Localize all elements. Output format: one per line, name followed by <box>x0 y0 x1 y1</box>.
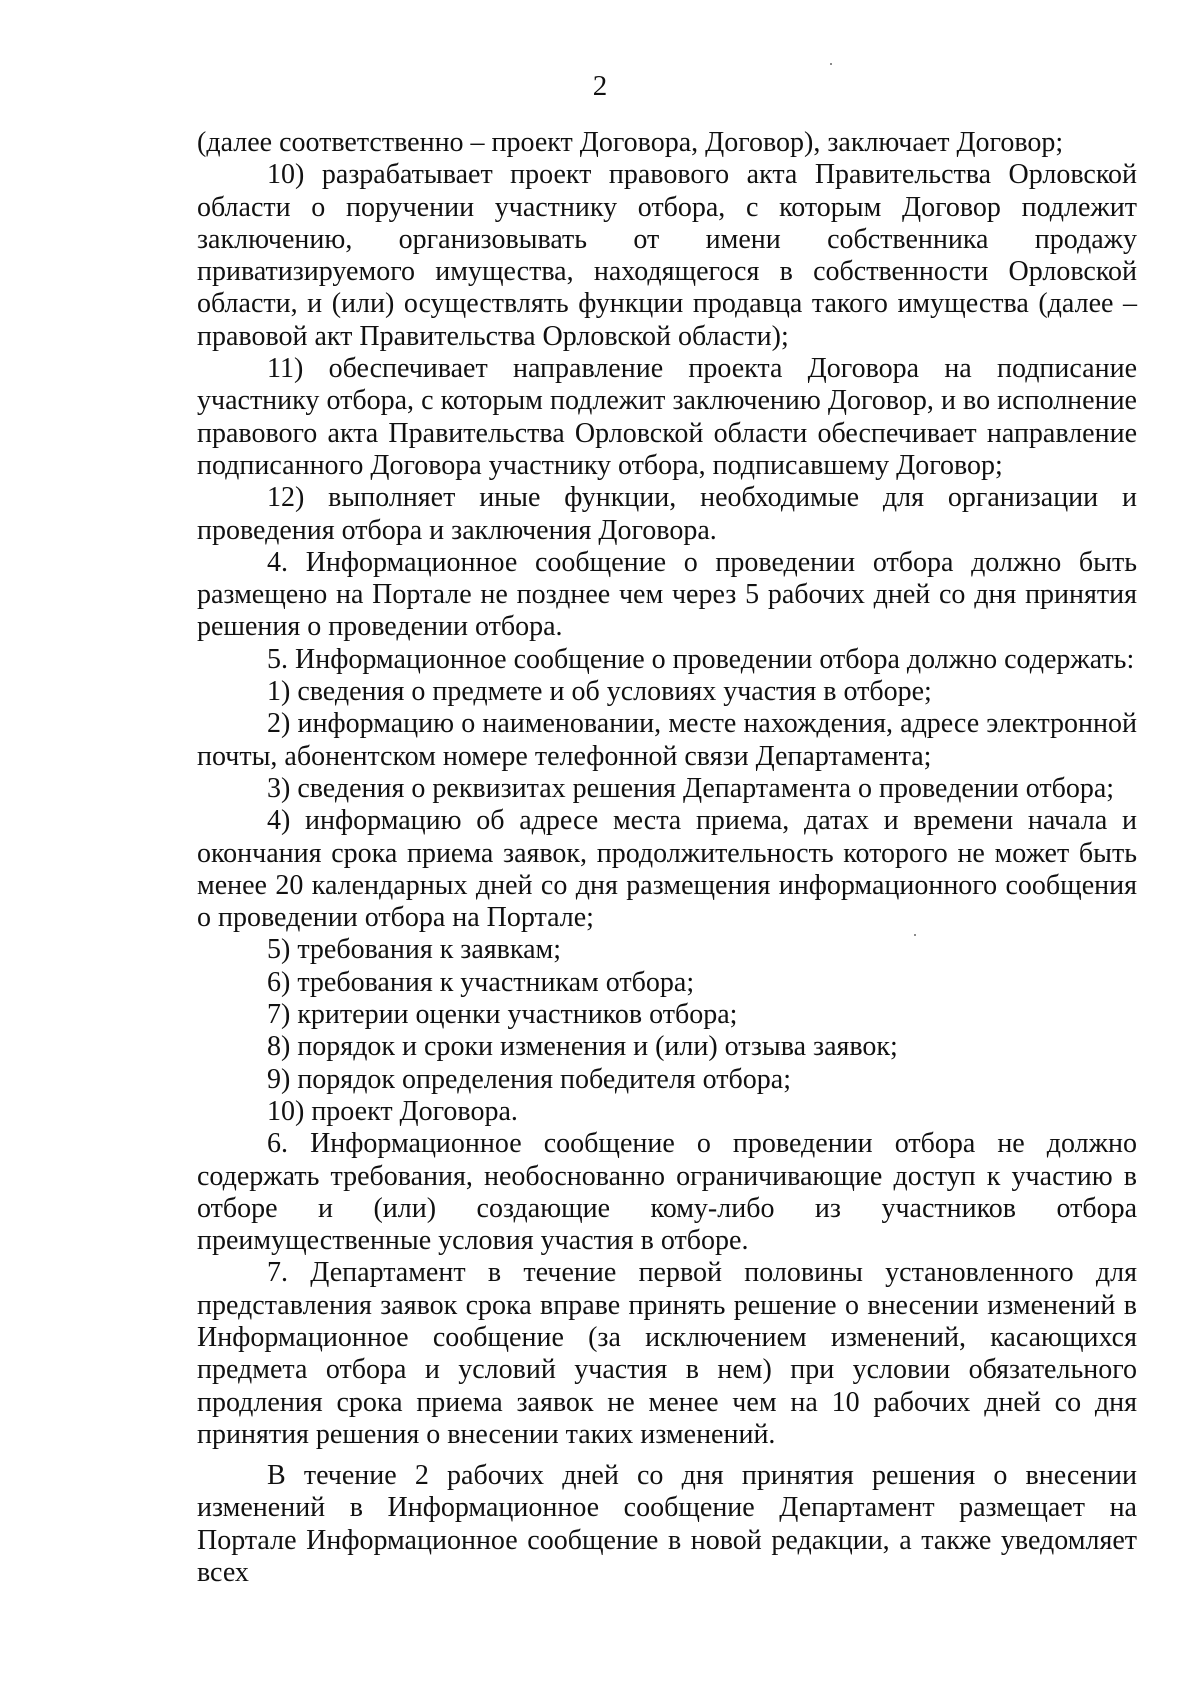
list-item: 3) сведения о реквизитах решения Департамента о проведении отбора; <box>267 772 1115 804</box>
paragraph: (далее соответственно – проект Договора, Договор), заключает Договор; <box>197 127 1064 158</box>
page-number: 2 <box>592 70 608 102</box>
scan-speck <box>830 63 832 65</box>
paragraph: 7. Департамент в течение первой половины установленного для представления заявок срока вправе принять решение о внесении изменений в Информационное сообщение (за исключением изменений, касающихся предмета отбора и условий участия в нем) при условии обязательного продления срока приема заявок не менее чем на 10 рабочих дней со дня принятия решения о внесении таких изменений. <box>197 1257 1137 1450</box>
list-item: 10) проект Договора. <box>267 1095 518 1127</box>
list-item: 9) порядок определения победителя отбора; <box>267 1063 791 1095</box>
document-body <box>197 127 1137 1589</box>
list-item: 7) критерии оценки участников отбора; <box>267 999 738 1031</box>
paragraph: В течение 2 рабочих дней со дня принятия решения о внесении изменений в Информационное сообщение Департамент размещает на Портале Информационное сообщение в новой редакции, а также уведомляет всех <box>197 1460 1137 1589</box>
list-item: 2) информацию о наименовании, месте нахождения, адресе электронной почты, абонентском номере телефонной связи Департамента; <box>197 708 1137 772</box>
paragraph: 6. Информационное сообщение о проведении отбора не должно содержать требования, необоснованно ограничивающие доступ к участию в отборе и (или) создающие кому-либо из участников отбора преимущественные условия участия в отборе. <box>197 1128 1137 1257</box>
list-item: 1) сведения о предмете и об условиях участия в отборе; <box>267 676 932 708</box>
paragraph: 10) разрабатывает проект правового акта Правительства Орловской области о поручении участнику отбора, с которым Договор подлежит заключению, организовывать от имени собственника продажу приватизируемого имущества, находящегося в собственности Орловской области, и (или) осуществлять функции продавца такого имущества (далее – правовой акт Правительства Орловской области); <box>197 159 1137 352</box>
list-item: 8) порядок и сроки изменения и (или) отзыва заявок; <box>267 1031 898 1063</box>
list-item: 5) требования к заявкам; <box>267 934 561 966</box>
list-item: 4) информацию об адресе места приема, датах и времени начала и окончания срока приема заявок, продолжительность которого не может быть менее 20 календарных дней со дня размещения информационного сообщения о проведении отбора на Портале; <box>197 805 1137 934</box>
paragraph: 5. Информационное сообщение о проведении отбора должно содержать: <box>267 643 1135 675</box>
paragraph: 4. Информационное сообщение о проведении отбора должно быть размещено на Портале не позднее чем через 5 рабочих дней со дня принятия решения о проведении отбора. <box>197 546 1137 643</box>
paragraph: 11) обеспечивает направление проекта Договора на подписание участнику отбора, с которым подлежит заключению Договор, и во исполнение правового акта Правительства Орловской области обеспечивает направление подписанного Договора участнику отбора, подписавшему Договор; <box>197 353 1137 481</box>
paragraph: 12) выполняет иные функции, необходимые для организации и проведения отбора и заключения Договора. <box>197 482 1137 546</box>
list-item: 6) требования к участникам отбора; <box>267 966 695 998</box>
